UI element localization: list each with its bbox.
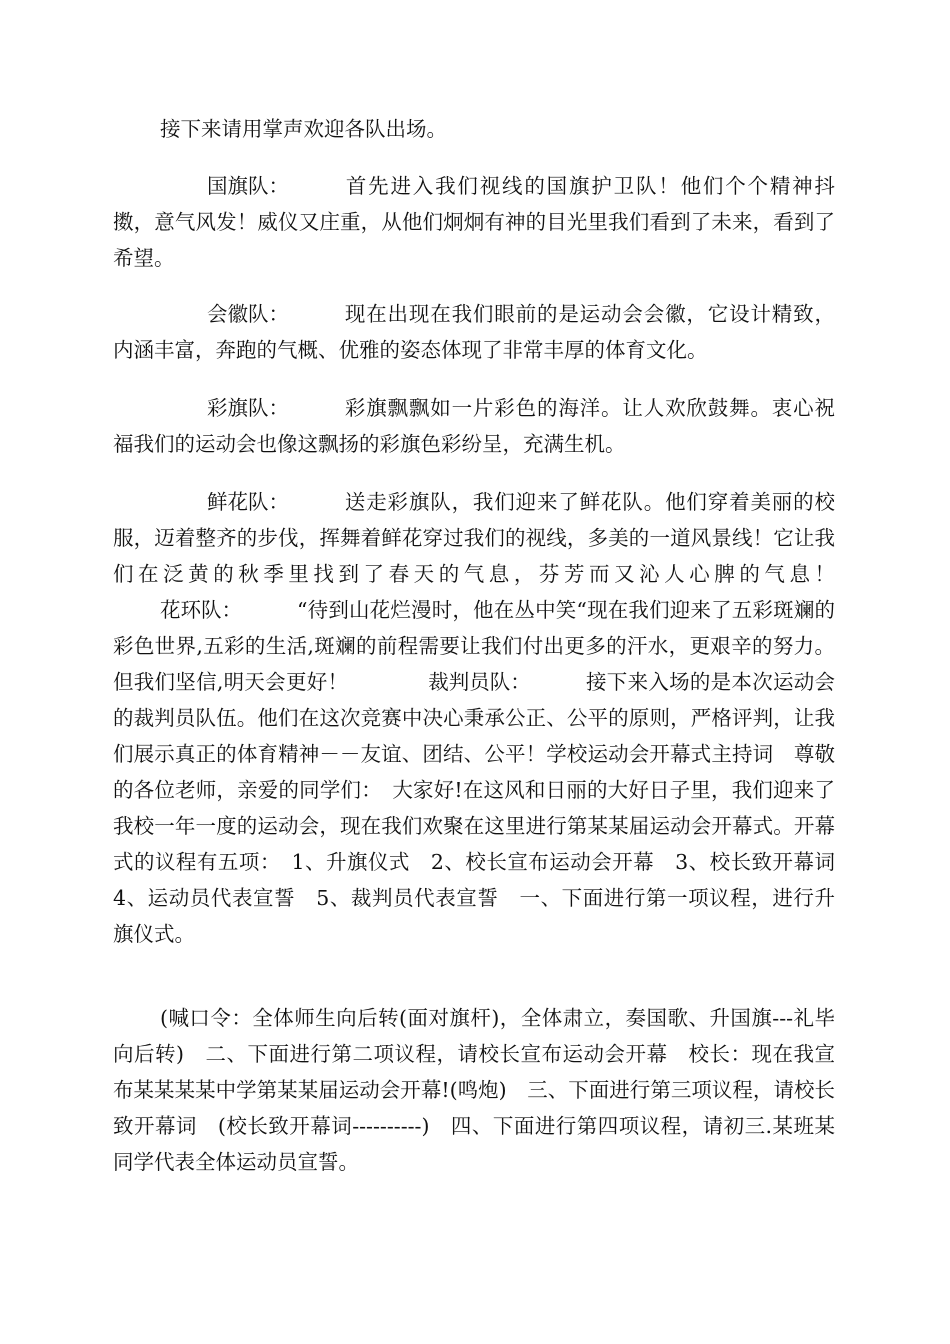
wreath-team-label: 花环队：	[160, 598, 242, 622]
paragraph-flower-team	[113, 484, 856, 952]
paragraph-banner-team	[113, 390, 835, 462]
paragraph-intro	[113, 111, 835, 147]
ceremony-procedure-text: (喊口令：全体师生向后转(面对旗杆)，全体肃立，奏国歌、升国旗---礼毕向后转) 二、下面进行第二项议程，请校长宣布运动会开幕 校长：现在我宣布某某某某中学第某某届运动会开幕!(鸣炮) 三、下面进行第三项议程，请校长致开幕词 (校长致开幕词----------) 四、下面进行第四项议程，请初三.某班某同学代表全体运动员宣誓。	[113, 1006, 835, 1174]
referee-team-label: 裁判员队：	[428, 670, 531, 694]
paragraph-ceremony-procedure	[113, 1000, 835, 1180]
emblem-team-label: 会徽队：	[207, 302, 289, 326]
flower-team-text: 送走彩旗队，我们迎来了鲜花队。他们穿着美丽的校服，迈着整齐的步伐，挥舞着鲜花穿过我们的视线，多美的一道风景线！它让我们在泛黄的秋季里找到了春天的气息，芬芳而又沁人心脾的气息！	[113, 490, 835, 586]
emblem-team-text: 现在出现在我们眼前的是运动会会徽，它设计精致，内涵丰富，奔跑的气概、优雅的姿态体现了非常丰厚的体育文化。	[113, 302, 835, 362]
wreath-team-text: “待到山花烂漫时，他在丛中笑“现在我们迎来了五彩斑斓的彩色世界,五彩的生活,斑斓的前程需要让我们付出更多的汗水，更艰辛的努力。但我们坚信,明天会更好！	[113, 598, 835, 694]
paragraph-intro-text: 接下来请用掌声欢迎各队出场。	[160, 117, 447, 141]
flag-team-text: 首先进入我们视线的国旗护卫队！他们个个精神抖擞，意气风发！威仪又庄重，从他们炯炯有神的目光里我们看到了未来，看到了希望。	[113, 174, 835, 270]
flower-team-label: 鲜花队：	[207, 490, 289, 514]
flag-team-label: 国旗队：	[207, 174, 289, 198]
banner-team-text: 彩旗飘飘如一片彩色的海洋。让人欢欣鼓舞。衷心祝福我们的运动会也像这飘扬的彩旗色彩纷呈，充满生机。	[113, 396, 835, 456]
paragraph-emblem-team	[113, 296, 835, 368]
paragraph-flag-team	[113, 168, 835, 276]
banner-team-label: 彩旗队：	[207, 396, 289, 420]
referee-team-text: 接下来入场的是本次运动会的裁判员队伍。他们在这次竞赛中决心秉承公正、公平的原则，严格评判，让我们展示真正的体育精神－－友谊、团结、公平！学校运动会开幕式主持词 尊敬的各位老师，亲爱的同学们： 大家好!在这风和日丽的大好日子里，我们迎来了我校一年一度的运动会，现在我们欢聚在这里进行第某某届运动会开幕式。开幕式的议程有五项： 1、升旗仪式 2、校长宣布运动会开幕 3、校长致开幕词 4、运动员代表宣誓 5、裁判员代表宣誓 一、下面进行第一项议程，进行升旗仪式。	[113, 670, 856, 946]
